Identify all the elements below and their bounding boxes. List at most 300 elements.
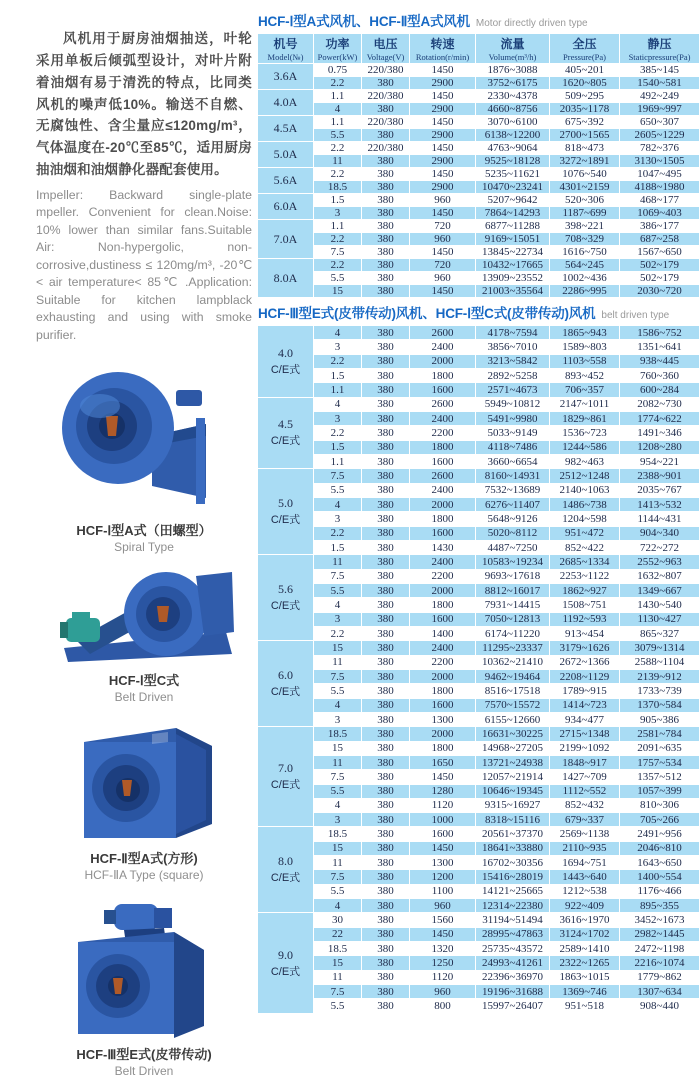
cell-pressure: 1848~917 bbox=[550, 756, 620, 770]
cell-voltage: 380 bbox=[362, 885, 410, 899]
cell-voltage: 380 bbox=[362, 326, 410, 340]
cell-model: 5.0 C/E式 bbox=[258, 469, 314, 555]
cell-rotation: 1800 bbox=[410, 512, 476, 526]
cell-voltage: 220/380 bbox=[362, 64, 410, 77]
cell-volume: 6276~11407 bbox=[476, 498, 550, 512]
cell-pressure: 3124~1702 bbox=[550, 928, 620, 942]
intro-paragraph-chinese: 风机用于厨房油烟抽送，叶轮采用单板后倾弧型设计，对叶片附着油烟有易于清洗的特点，比同类风机的噪声低10%。输送不自燃、无腐蚀性、含尘量应≤120mg/m³，气体温度在-20℃至85℃，适用厨房抽油烟和油烟静化器配套使用。 bbox=[36, 31, 252, 178]
cell-power: 15 bbox=[314, 956, 362, 970]
cell-power: 11 bbox=[314, 555, 362, 569]
cell-volume: 11295~23337 bbox=[476, 641, 550, 655]
cell-pressure: 1187~699 bbox=[550, 207, 620, 220]
cell-static-pressure: 2472~1198 bbox=[620, 942, 700, 956]
cell-pressure: 1789~915 bbox=[550, 684, 620, 698]
cell-pressure: 2685~1334 bbox=[550, 555, 620, 569]
cell-power: 5.5 bbox=[314, 484, 362, 498]
cell-volume: 5020~8112 bbox=[476, 527, 550, 541]
cell-pressure: 1508~751 bbox=[550, 598, 620, 612]
cell-rotation: 2400 bbox=[410, 412, 476, 426]
product-figure-belt-e bbox=[36, 898, 252, 1078]
cell-power: 11 bbox=[314, 756, 362, 770]
cell-pressure: 1244~586 bbox=[550, 441, 620, 455]
cell-rotation: 1800 bbox=[410, 598, 476, 612]
cell-rotation: 960 bbox=[410, 233, 476, 246]
caption-belt-e-en: Belt Driven bbox=[114, 1064, 174, 1078]
cell-pressure: 679~337 bbox=[550, 813, 620, 827]
cell-volume: 2571~4673 bbox=[476, 383, 550, 397]
table-row bbox=[258, 527, 700, 541]
cell-pressure: 2253~1122 bbox=[550, 570, 620, 584]
table-row bbox=[258, 398, 700, 412]
table-row bbox=[258, 598, 700, 612]
table-row bbox=[258, 870, 700, 884]
table-row bbox=[258, 670, 700, 684]
cell-static-pressure: 386~177 bbox=[620, 220, 700, 233]
cell-voltage: 380 bbox=[362, 742, 410, 756]
table-row bbox=[258, 699, 700, 713]
table-row bbox=[258, 985, 700, 999]
cell-power: 5.5 bbox=[314, 785, 362, 799]
cell-pressure: 2512~1248 bbox=[550, 469, 620, 483]
spec-tables-column bbox=[258, 8, 700, 1014]
table-row bbox=[258, 942, 700, 956]
product-figure-spiral bbox=[36, 366, 252, 554]
cell-rotation: 2900 bbox=[410, 103, 476, 116]
cell-volume: 10432~17665 bbox=[476, 259, 550, 272]
cell-rotation: 2600 bbox=[410, 469, 476, 483]
cell-power: 7.5 bbox=[314, 670, 362, 684]
section-title-cn: HCF-Ⅲ型E式(皮带传动)风机、HCF-Ⅰ型C式(皮带传动)风机 bbox=[258, 306, 596, 321]
cell-rotation: 1450 bbox=[410, 285, 476, 298]
cell-voltage: 380 bbox=[362, 813, 410, 827]
cell-voltage: 380 bbox=[362, 233, 410, 246]
table-row bbox=[258, 498, 700, 512]
cell-voltage: 380 bbox=[362, 827, 410, 841]
cell-static-pressure: 650~307 bbox=[620, 116, 700, 129]
table-row bbox=[258, 285, 700, 298]
cell-static-pressure: 1047~495 bbox=[620, 168, 700, 181]
header-row bbox=[258, 34, 700, 64]
cell-power: 5.5 bbox=[314, 684, 362, 698]
cell-volume: 5648~9126 bbox=[476, 512, 550, 526]
table-row bbox=[258, 207, 700, 220]
column-header-volume: 流量 Volume(m³/h) bbox=[476, 34, 550, 64]
cell-power: 2.2 bbox=[314, 142, 362, 155]
cell-voltage: 380 bbox=[362, 942, 410, 956]
cell-power: 15 bbox=[314, 285, 362, 298]
cell-static-pressure: 1969~997 bbox=[620, 103, 700, 116]
cell-power: 2.2 bbox=[314, 426, 362, 440]
cell-volume: 7931~14415 bbox=[476, 598, 550, 612]
cell-power: 15 bbox=[314, 842, 362, 856]
cell-power: 11 bbox=[314, 656, 362, 670]
cell-model: 8.0A bbox=[258, 259, 314, 298]
cell-static-pressure: 1400~554 bbox=[620, 870, 700, 884]
cell-model: 4.5A bbox=[258, 116, 314, 142]
table-row bbox=[258, 913, 700, 927]
cell-power: 11 bbox=[314, 856, 362, 870]
cell-voltage: 380 bbox=[362, 627, 410, 641]
cell-static-pressure: 2388~901 bbox=[620, 469, 700, 483]
table-row bbox=[258, 742, 700, 756]
cell-power: 4 bbox=[314, 398, 362, 412]
cell-volume: 5949~10812 bbox=[476, 398, 550, 412]
section-title-belt-driven bbox=[258, 302, 700, 323]
cell-volume: 10470~23241 bbox=[476, 181, 550, 194]
table-row bbox=[258, 971, 700, 985]
cell-static-pressure: 1349~667 bbox=[620, 584, 700, 598]
cell-static-pressure: 938~445 bbox=[620, 355, 700, 369]
cell-static-pressure: 1567~650 bbox=[620, 246, 700, 259]
cell-voltage: 380 bbox=[362, 103, 410, 116]
table-row bbox=[258, 326, 700, 340]
cell-voltage: 380 bbox=[362, 272, 410, 285]
cell-power: 7.5 bbox=[314, 570, 362, 584]
cell-power: 5.5 bbox=[314, 272, 362, 285]
cell-static-pressure: 2552~963 bbox=[620, 555, 700, 569]
cell-power: 1.1 bbox=[314, 383, 362, 397]
cell-voltage: 380 bbox=[362, 484, 410, 498]
cell-rotation: 1450 bbox=[410, 928, 476, 942]
table-row bbox=[258, 756, 700, 770]
cell-rotation: 720 bbox=[410, 259, 476, 272]
cell-volume: 16631~30225 bbox=[476, 727, 550, 741]
left-column bbox=[36, 28, 252, 1078]
table-row bbox=[258, 168, 700, 181]
table-row bbox=[258, 684, 700, 698]
cell-volume: 4763~9064 bbox=[476, 142, 550, 155]
cell-voltage: 220/380 bbox=[362, 116, 410, 129]
cell-static-pressure: 4188~1980 bbox=[620, 181, 700, 194]
cell-pressure: 706~357 bbox=[550, 383, 620, 397]
cell-static-pressure: 2139~912 bbox=[620, 670, 700, 684]
cell-rotation: 1800 bbox=[410, 441, 476, 455]
cell-voltage: 380 bbox=[362, 512, 410, 526]
product-figure-belt-c bbox=[36, 570, 252, 704]
cell-power: 4 bbox=[314, 799, 362, 813]
cell-power: 1.1 bbox=[314, 455, 362, 469]
cell-voltage: 220/380 bbox=[362, 142, 410, 155]
cell-power: 18.5 bbox=[314, 181, 362, 194]
cell-voltage: 380 bbox=[362, 856, 410, 870]
cell-voltage: 380 bbox=[362, 498, 410, 512]
cell-pressure: 675~392 bbox=[550, 116, 620, 129]
cell-pressure: 3179~1626 bbox=[550, 641, 620, 655]
cell-pressure: 1536~723 bbox=[550, 426, 620, 440]
cell-static-pressure: 895~355 bbox=[620, 899, 700, 913]
cell-static-pressure: 1491~346 bbox=[620, 426, 700, 440]
cell-power: 1.5 bbox=[314, 194, 362, 207]
cell-pressure: 3272~1891 bbox=[550, 155, 620, 168]
table-row bbox=[258, 64, 700, 77]
section-title-cn: HCF-Ⅰ型A式风机、HCF-Ⅱ型A式风机 bbox=[258, 14, 470, 29]
cell-static-pressure: 1130~427 bbox=[620, 613, 700, 627]
cell-voltage: 380 bbox=[362, 246, 410, 259]
cell-rotation: 1600 bbox=[410, 699, 476, 713]
cell-rotation: 2600 bbox=[410, 326, 476, 340]
cell-voltage: 380 bbox=[362, 355, 410, 369]
cell-pressure: 1112~552 bbox=[550, 785, 620, 799]
cell-power: 5.5 bbox=[314, 885, 362, 899]
cell-static-pressure: 1069~403 bbox=[620, 207, 700, 220]
column-header-pressure: 全压 Pressure(Pa) bbox=[550, 34, 620, 64]
table-row bbox=[258, 785, 700, 799]
cell-power: 15 bbox=[314, 641, 362, 655]
cell-pressure: 1076~540 bbox=[550, 168, 620, 181]
cell-model: 3.6A bbox=[258, 64, 314, 90]
cell-pressure: 852~432 bbox=[550, 799, 620, 813]
table-row bbox=[258, 641, 700, 655]
cell-rotation: 960 bbox=[410, 272, 476, 285]
cell-pressure: 2208~1129 bbox=[550, 670, 620, 684]
cell-voltage: 380 bbox=[362, 412, 410, 426]
table-row bbox=[258, 613, 700, 627]
cell-pressure: 951~472 bbox=[550, 527, 620, 541]
cell-power: 2.2 bbox=[314, 355, 362, 369]
table-row bbox=[258, 272, 700, 285]
cell-static-pressure: 1586~752 bbox=[620, 326, 700, 340]
cell-static-pressure: 3079~1314 bbox=[620, 641, 700, 655]
cell-pressure: 1212~538 bbox=[550, 885, 620, 899]
cell-volume: 3752~6175 bbox=[476, 77, 550, 90]
cell-rotation: 1450 bbox=[410, 246, 476, 259]
caption-belt-c-cn: HCF-Ⅰ型C式 bbox=[108, 673, 180, 689]
cell-power: 4 bbox=[314, 103, 362, 116]
cell-power: 1.5 bbox=[314, 541, 362, 555]
cell-pressure: 2147~1011 bbox=[550, 398, 620, 412]
cell-static-pressure: 600~284 bbox=[620, 383, 700, 397]
cell-rotation: 2000 bbox=[410, 498, 476, 512]
cell-volume: 2892~5258 bbox=[476, 369, 550, 383]
cell-pressure: 913~454 bbox=[550, 627, 620, 641]
cell-static-pressure: 904~340 bbox=[620, 527, 700, 541]
cell-volume: 10583~19234 bbox=[476, 555, 550, 569]
cell-voltage: 380 bbox=[362, 340, 410, 354]
table-row bbox=[258, 181, 700, 194]
table-row bbox=[258, 455, 700, 469]
cell-voltage: 380 bbox=[362, 469, 410, 483]
cell-volume: 20561~37370 bbox=[476, 827, 550, 841]
table-row bbox=[258, 555, 700, 569]
cell-pressure: 893~452 bbox=[550, 369, 620, 383]
cell-rotation: 2200 bbox=[410, 426, 476, 440]
cell-voltage: 380 bbox=[362, 756, 410, 770]
cell-power: 18.5 bbox=[314, 827, 362, 841]
cell-volume: 13845~22734 bbox=[476, 246, 550, 259]
cell-volume: 10362~21410 bbox=[476, 656, 550, 670]
cell-static-pressure: 954~221 bbox=[620, 455, 700, 469]
cell-volume: 8318~15116 bbox=[476, 813, 550, 827]
cell-volume: 9169~15051 bbox=[476, 233, 550, 246]
cell-model: 8.0 C/E式 bbox=[258, 827, 314, 913]
cell-model: 6.0 C/E式 bbox=[258, 641, 314, 727]
cell-rotation: 1450 bbox=[410, 842, 476, 856]
cell-static-pressure: 1057~399 bbox=[620, 785, 700, 799]
cell-static-pressure: 2491~956 bbox=[620, 827, 700, 841]
table-row bbox=[258, 77, 700, 90]
cell-volume: 24993~41261 bbox=[476, 956, 550, 970]
cell-rotation: 1300 bbox=[410, 713, 476, 727]
cell-static-pressure: 865~327 bbox=[620, 627, 700, 641]
cell-rotation: 1450 bbox=[410, 64, 476, 77]
cell-pressure: 3616~1970 bbox=[550, 913, 620, 927]
cell-rotation: 2400 bbox=[410, 555, 476, 569]
cell-rotation: 2000 bbox=[410, 727, 476, 741]
cell-static-pressure: 3130~1505 bbox=[620, 155, 700, 168]
column-header-rotation: 转速 Rotation(r/min) bbox=[410, 34, 476, 64]
cell-volume: 7864~14293 bbox=[476, 207, 550, 220]
cell-pressure: 934~477 bbox=[550, 713, 620, 727]
column-header-static-pressure: 静压 Staticpressure(Pa) bbox=[620, 34, 700, 64]
belt-fan-photo bbox=[46, 570, 242, 666]
cell-voltage: 380 bbox=[362, 899, 410, 913]
column-header-voltage: 电压 Voltage(V) bbox=[362, 34, 410, 64]
cell-pressure: 564~245 bbox=[550, 259, 620, 272]
cell-rotation: 2600 bbox=[410, 398, 476, 412]
cell-power: 4 bbox=[314, 899, 362, 913]
cell-static-pressure: 492~249 bbox=[620, 90, 700, 103]
cell-pressure: 2110~935 bbox=[550, 842, 620, 856]
cell-model: 5.0A bbox=[258, 142, 314, 168]
cell-volume: 22396~36970 bbox=[476, 971, 550, 985]
caption-belt-e-cn: HCF-Ⅲ型E式(皮带传动) bbox=[76, 1047, 212, 1063]
cell-static-pressure: 2035~767 bbox=[620, 484, 700, 498]
cell-rotation: 1450 bbox=[410, 770, 476, 784]
cell-volume: 6155~12660 bbox=[476, 713, 550, 727]
cell-voltage: 380 bbox=[362, 194, 410, 207]
cell-voltage: 380 bbox=[362, 699, 410, 713]
cell-power: 5.5 bbox=[314, 584, 362, 598]
table-row bbox=[258, 340, 700, 354]
cell-power: 11 bbox=[314, 971, 362, 985]
cell-pressure: 2035~1178 bbox=[550, 103, 620, 116]
cell-rotation: 1800 bbox=[410, 684, 476, 698]
cell-power: 1.5 bbox=[314, 369, 362, 383]
table-row bbox=[258, 956, 700, 970]
table-row bbox=[258, 441, 700, 455]
cell-voltage: 380 bbox=[362, 570, 410, 584]
cell-volume: 9693~17618 bbox=[476, 570, 550, 584]
cell-volume: 4487~7250 bbox=[476, 541, 550, 555]
table-row bbox=[258, 627, 700, 641]
cell-volume: 21003~35564 bbox=[476, 285, 550, 298]
table-row bbox=[258, 713, 700, 727]
cell-model: 9.0 C/E式 bbox=[258, 913, 314, 1013]
cell-pressure: 1192~593 bbox=[550, 613, 620, 627]
cell-rotation: 960 bbox=[410, 194, 476, 207]
cell-rotation: 2000 bbox=[410, 670, 476, 684]
cell-volume: 1876~3088 bbox=[476, 64, 550, 77]
table-row bbox=[258, 541, 700, 555]
table-row bbox=[258, 770, 700, 784]
cell-volume: 15997~26407 bbox=[476, 999, 550, 1013]
cell-volume: 14968~27205 bbox=[476, 742, 550, 756]
cell-static-pressure: 2581~784 bbox=[620, 727, 700, 741]
caption-spiral-en: Spiral Type bbox=[114, 540, 174, 555]
cell-rotation: 1250 bbox=[410, 956, 476, 970]
cell-volume: 4118~7486 bbox=[476, 441, 550, 455]
cell-power: 0.75 bbox=[314, 64, 362, 77]
cell-rotation: 2900 bbox=[410, 155, 476, 168]
cell-power: 3 bbox=[314, 713, 362, 727]
square-fan-photo bbox=[56, 720, 232, 844]
cell-static-pressure: 1779~862 bbox=[620, 971, 700, 985]
cell-static-pressure: 468~177 bbox=[620, 194, 700, 207]
cell-static-pressure: 502~179 bbox=[620, 259, 700, 272]
cell-voltage: 380 bbox=[362, 870, 410, 884]
cell-power: 5.5 bbox=[314, 129, 362, 142]
cell-static-pressure: 687~258 bbox=[620, 233, 700, 246]
cell-voltage: 380 bbox=[362, 985, 410, 999]
cell-rotation: 720 bbox=[410, 220, 476, 233]
cell-voltage: 380 bbox=[362, 168, 410, 181]
cell-model: 7.0 C/E式 bbox=[258, 727, 314, 827]
cell-pressure: 2672~1366 bbox=[550, 656, 620, 670]
cell-volume: 4660~8756 bbox=[476, 103, 550, 116]
table-row bbox=[258, 194, 700, 207]
cell-volume: 5207~9642 bbox=[476, 194, 550, 207]
cell-pressure: 2140~1063 bbox=[550, 484, 620, 498]
cell-pressure: 1103~558 bbox=[550, 355, 620, 369]
cell-pressure: 1863~1015 bbox=[550, 971, 620, 985]
cell-model: 4.5 C/E式 bbox=[258, 398, 314, 470]
cell-voltage: 380 bbox=[362, 770, 410, 784]
cell-voltage: 380 bbox=[362, 799, 410, 813]
table-row bbox=[258, 259, 700, 272]
cell-power: 22 bbox=[314, 928, 362, 942]
cell-volume: 6138~12200 bbox=[476, 129, 550, 142]
cell-static-pressure: 905~386 bbox=[620, 713, 700, 727]
cell-static-pressure: 502~179 bbox=[620, 272, 700, 285]
cell-voltage: 380 bbox=[362, 842, 410, 856]
cell-volume: 9315~16927 bbox=[476, 799, 550, 813]
cell-volume: 12314~22380 bbox=[476, 899, 550, 913]
cell-voltage: 380 bbox=[362, 641, 410, 655]
cell-power: 2.2 bbox=[314, 168, 362, 181]
cell-voltage: 380 bbox=[362, 656, 410, 670]
cell-voltage: 380 bbox=[362, 541, 410, 555]
cell-pressure: 2715~1348 bbox=[550, 727, 620, 741]
table-row bbox=[258, 103, 700, 116]
cell-pressure: 1486~738 bbox=[550, 498, 620, 512]
cell-power: 4 bbox=[314, 498, 362, 512]
cell-rotation: 1600 bbox=[410, 827, 476, 841]
cell-pressure: 2589~1410 bbox=[550, 942, 620, 956]
cell-rotation: 1300 bbox=[410, 856, 476, 870]
section-title-en: belt driven type bbox=[601, 310, 670, 321]
cell-volume: 5235~11621 bbox=[476, 168, 550, 181]
cell-power: 7.5 bbox=[314, 870, 362, 884]
cell-pressure: 1204~598 bbox=[550, 512, 620, 526]
column-header-power: 功率 Power(kW) bbox=[314, 34, 362, 64]
cell-model: 5.6A bbox=[258, 168, 314, 194]
cell-static-pressure: 908~440 bbox=[620, 999, 700, 1013]
cell-rotation: 2000 bbox=[410, 355, 476, 369]
cell-rotation: 1430 bbox=[410, 541, 476, 555]
cell-power: 3 bbox=[314, 340, 362, 354]
cell-static-pressure: 1413~532 bbox=[620, 498, 700, 512]
cell-static-pressure: 1351~641 bbox=[620, 340, 700, 354]
cell-rotation: 2900 bbox=[410, 129, 476, 142]
table-row bbox=[258, 383, 700, 397]
cell-power: 4 bbox=[314, 598, 362, 612]
cell-static-pressure: 2082~730 bbox=[620, 398, 700, 412]
cell-pressure: 922~409 bbox=[550, 899, 620, 913]
cell-power: 5.5 bbox=[314, 999, 362, 1013]
cell-pressure: 818~473 bbox=[550, 142, 620, 155]
cell-rotation: 1650 bbox=[410, 756, 476, 770]
cell-volume: 15416~28019 bbox=[476, 870, 550, 884]
